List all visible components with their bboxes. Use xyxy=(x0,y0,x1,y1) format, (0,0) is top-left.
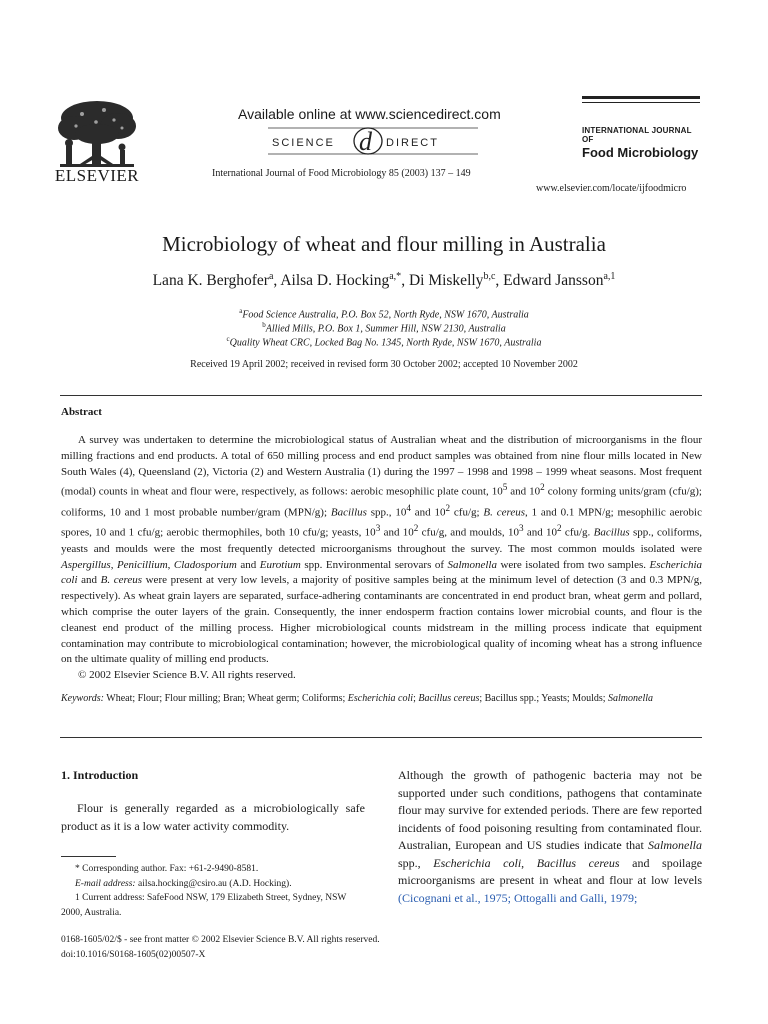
doi-line[interactable]: doi:10.1016/S0168-1605(02)00507-X xyxy=(61,949,206,960)
affiliation-text: Food Science Australia, P.O. Box 52, North Ryde, NSW 1670, Australia xyxy=(242,309,529,321)
affiliation-a xyxy=(0,307,768,320)
divider-bottom xyxy=(60,737,702,738)
journal-url[interactable]: www.elsevier.com/locate/ijfoodmicro xyxy=(536,183,687,194)
affiliation-text: Allied Mills, P.O. Box 1, Summer Hill, NSW 2130, Australia xyxy=(265,323,506,335)
keyword: Wheat xyxy=(106,693,133,704)
keyword: Yeasts xyxy=(541,693,567,704)
keywords-label: Keywords: xyxy=(61,693,104,704)
keyword: Bacillus spp. xyxy=(484,693,537,704)
affiliation-mark: b xyxy=(262,321,266,329)
author-list: Lana K. Berghofer$^a$, Ailsa D. Hocking$^{a,*}$, Di Miskelly$^{b,c}$, Edward Jansson$^{a,1}$ xyxy=(152,271,616,290)
affiliation-mark: c xyxy=(226,335,230,343)
received-dates: Received 19 April 2002; received in revised form 30 October 2002; accepted 10 November 2002 xyxy=(190,359,578,370)
author-name: Edward Jansson xyxy=(503,272,604,290)
footnote-email xyxy=(61,877,365,892)
affiliation-text: Quality Wheat CRC, Locked Bag No. 1345, North Ryde, NSW 1670, Australia xyxy=(229,337,542,349)
copyright-line: © 2002 Elsevier Science B.V. All rights reserved. xyxy=(78,669,296,682)
author-affiliation-mark: a xyxy=(268,271,274,282)
bottom-publication-info xyxy=(61,933,380,962)
issn-line: 0168-1605/02/$ - see front matter © 2002 Elsevier Science B.V. All rights reserved. xyxy=(61,935,380,945)
citation-link[interactable]: (Cicognani et al., 1975; Ottogalli and Galli, 1979; xyxy=(398,890,638,905)
keyword: Wheat germ xyxy=(247,693,297,704)
author-name: Di Miskelly xyxy=(408,272,484,290)
journal-citation: International Journal of Food Microbiology 85 (2003) 137 – 149 xyxy=(212,168,471,179)
footnote-corresponding: * Corresponding author. Fax: +61-2-9490-8581. xyxy=(75,864,259,874)
keyword: Coliforms xyxy=(301,693,343,704)
keyword: Salmonella xyxy=(608,693,654,704)
footnotes xyxy=(61,862,365,920)
keyword: Flour xyxy=(137,693,160,704)
intro-paragraph: Flour is generally regarded as a microbiologically safe product as it is a low water activity commodity. xyxy=(61,801,365,833)
sd-logo-right-text: DIRECT xyxy=(386,137,439,149)
affiliation-c xyxy=(0,335,768,348)
author-name: Ailsa D. Hocking xyxy=(280,272,390,290)
intro-paragraph-continued: Although the growth of pathogenic bacteria may not be supported under such conditions, pathogens that contaminate flour may survive for extended periods. There are few reported incidents of food poisoning resulting from contaminated flour. Australian, European and US studies indicate that Salmonella spp., Escherichia coli, Bacillus cereus and spoilage microorganisms are present in wheat and flour at low levels (Cicognani et al., 1975; Ottogalli and Galli, 1979; xyxy=(398,768,703,905)
elsevier-wordmark: ELSEVIER xyxy=(54,166,140,185)
abstract-heading: Abstract xyxy=(61,406,102,418)
sd-logo-letter: d xyxy=(359,127,372,156)
keyword: Bran xyxy=(222,693,243,704)
journal-name-big: Food Microbiology xyxy=(582,145,699,160)
sciencedirect-logo xyxy=(268,124,478,158)
email-label: E-mail address: xyxy=(75,878,136,889)
footnote-rule xyxy=(61,856,116,857)
section-heading-introduction: 1. Introduction xyxy=(61,768,139,782)
affiliation-b xyxy=(0,321,768,334)
divider-top xyxy=(60,395,702,396)
email-address[interactable]: ailsa.hocking@csiro.au (A.D. Hocking). xyxy=(137,878,292,889)
abstract-body xyxy=(61,433,702,684)
keyword: Escherichia coli xyxy=(347,693,414,704)
author-affiliation-mark: a,* xyxy=(389,271,402,282)
journal-masthead xyxy=(582,96,700,160)
keyword: Flour milling xyxy=(164,693,218,704)
keyword: Moulds xyxy=(572,693,603,704)
abstract-paragraph: A survey was undertaken to determine the microbiological status of Australian wheat and the distribution of microorganisms in the flour milling fractions and end products. A total of 650 milling process and end product samples was obtained from nine flour mills located in New South Wales (4), Queensland (2), Victoria (2) and Western Australia (1) during the 1997 – 1998 and 1998 – 1999 wheat seasons. Most frequent (modal) counts in wheat and flour were, respectively, as follows: aerobic mesophilic plate count, $10^5$ and $10^2$ colony forming units/gram (cfu/g); coliforms, 10 and 1 most probable number/gram (MPN/g); Bacillus spp., $10^4$ and $10^2$ cfu/g; B. cereus, 1 and 0.1 MPN/g; mesophilic aerobic spores, 10 and 1 cfu/g; aerobic thermophiles, both 10 cfu/g; yeasts, $10^3$ and $10^2$ cfu/g, and moulds, $10^3$ and $10^2$ cfu/g. Bacillus spp., coliforms, yeasts and moulds were the most frequently detected microorganisms throughout the survey. The most common moulds isolated were Aspergillus, Penicillium, Cladosporium and Eurotium spp. Environmental serovars of Salmonella were isolated from two samples. Escherichia coli and B. cereus were present at very low levels, a majority of positive samples being at the minimum level of detection (3 and 0.3 MPN/g, respectively). As wheat grain layers are separated, surface-adhering contaminants are concentrated in end product bran, wheat germ and pollard, which comprise the outer layers of the grain. Consequently, the inner endosperm fraction contains lower microbial counts, and flour is the cleanest end product of the milling process. Higher microbiological counts midstream in the milling process indicate that equipment contamination may contribute to microbiological contamination; however, the microbiological quality of incoming wheat has a strong influence on the ultimate quality of milling end products. xyxy=(61,434,703,666)
sd-logo-left-text: SCIENCE xyxy=(272,137,335,149)
affiliation-mark: a xyxy=(239,307,243,315)
footnote-current-address: 1 Current address: SafeFood NSW, 179 Elizabeth Street, Sydney, NSW 2000, Australia. xyxy=(61,893,347,918)
journal-name-small: INTERNATIONAL JOURNAL OF xyxy=(582,126,692,144)
article-title: Microbiology of wheat and flour milling in Australia xyxy=(162,232,606,256)
masthead-rule-thick xyxy=(582,96,700,99)
keyword: Bacillus cereus xyxy=(418,693,480,704)
author-name: Lana K. Berghofer xyxy=(152,272,269,290)
author-affiliation-mark: a,1 xyxy=(603,271,616,282)
keywords: Keywords: Wheat; Flour; Flour milling; Bran; Wheat germ; Coliforms; Escherichia coli; Bacillus cereus; Bacillus spp.; Yeasts; Moulds; Salmonella xyxy=(61,693,654,704)
masthead-rule-thin xyxy=(582,102,700,103)
available-online-text: Available online at www.sciencedirect.com xyxy=(238,106,501,122)
author-affiliation-mark: b,c xyxy=(483,271,496,282)
